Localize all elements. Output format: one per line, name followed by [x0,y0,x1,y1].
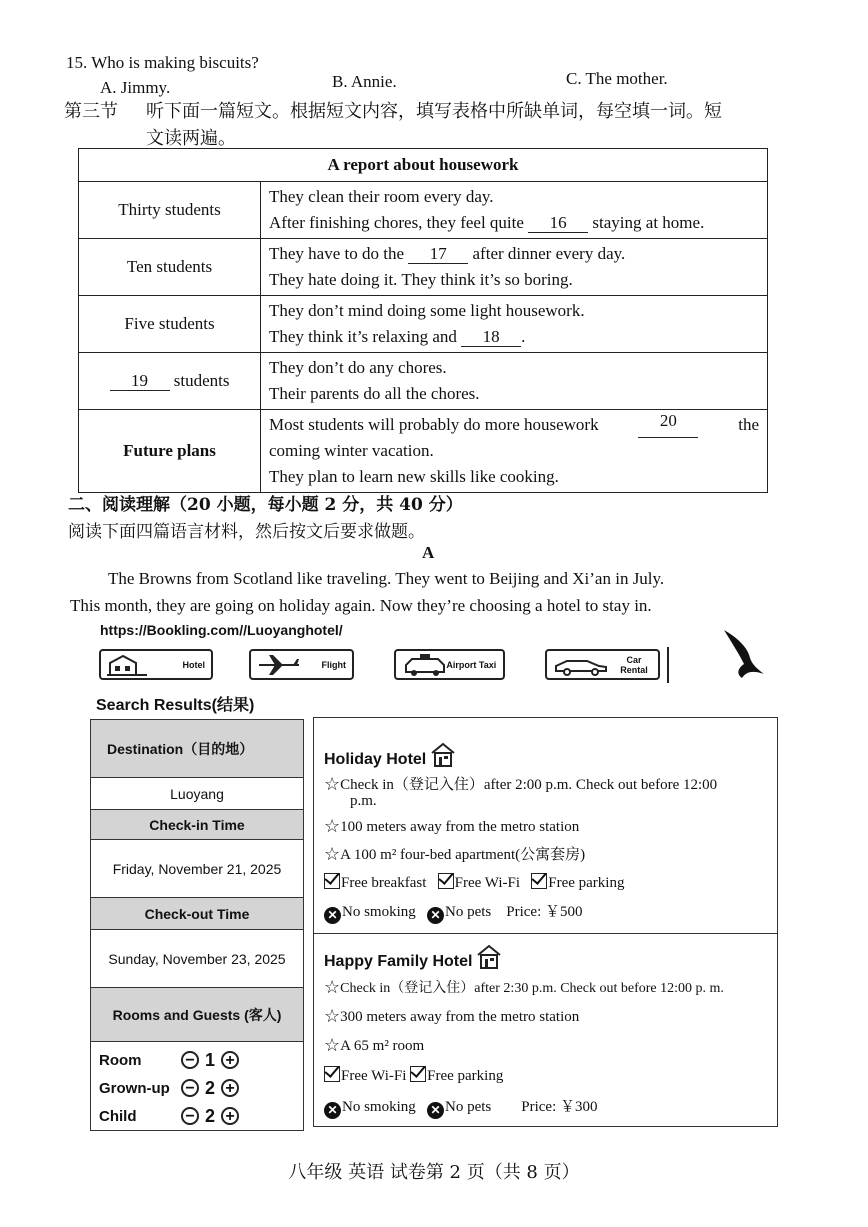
room-label: Room [99,1051,142,1069]
feature: Free breakfast [341,875,427,891]
checkin-info: Check in（登记入住）after 2:00 p.m. Check out before 12:00 [340,777,718,793]
price: Price: ￥500 [506,904,583,920]
airplane-icon [257,653,301,677]
minus-icon[interactable]: − [181,1107,199,1125]
nav-label: Flight [321,659,346,670]
guest-steppers [91,1042,303,1134]
answer-blank-17[interactable]: 17 [408,245,468,264]
page-footer: 八年级 英语 试卷第 2 页（共 8 页） [288,1162,580,1183]
nav-divider [667,647,669,683]
hotel-icon [107,653,147,677]
report-line: the [738,415,759,434]
feature: Free Wi-Fi [341,1068,407,1084]
rooms-guests-label: Rooms and Guests (客人) [91,988,303,1042]
passage-line: The Browns from Scotland like traveling. They went to Beijing and Xi’an in July. [108,569,665,588]
nav-flight-button[interactable] [249,649,354,680]
plus-icon[interactable]: + [221,1107,239,1125]
price: Price: ￥300 [521,1099,598,1115]
child-stepper [99,1102,295,1130]
nav-label: Car Rental [620,654,648,675]
checkin-info: Check in（登记入住）after 2:30 p.m. Check out before 12:00 p. m. [340,981,724,996]
checkin-field[interactable]: Friday, November 21, 2025 [91,840,303,898]
report-line: . [521,327,526,346]
room-info: A 65 m² room [340,1038,425,1054]
report-line: They plan to learn new skills like cooking. [269,467,559,486]
hotel-name: Holiday Hotel [324,751,427,768]
hotel-card[interactable] [314,934,777,1119]
checkbox-icon [324,1066,340,1082]
checkout-label: Check-out Time [91,898,303,930]
report-line: coming winter vacation. [269,441,434,460]
checkout-field[interactable]: Sunday, November 23, 2025 [91,930,303,988]
report-line: They don’t mind doing some light housework. [269,301,585,320]
report-title: A report about housework [79,149,768,182]
passage-letter: A [422,543,435,562]
question-15: 15. Who is making biscuits? [66,53,259,72]
report-line: Their parents do all the chores. [269,384,480,403]
hotel-card[interactable] [314,718,777,934]
group-cell: Ten students [79,239,261,296]
grownup-count: 2 [204,1077,215,1098]
feature: Free parking [548,875,625,891]
report-line: They think it’s relaxing and [269,327,457,346]
search-results-title: Search Results(结果) [96,697,255,714]
checkbox-icon [410,1066,426,1082]
destination-label: Destination（目的地） [91,720,303,778]
feature: Free parking [427,1068,504,1084]
group-cell: Thirty students [79,182,261,239]
answer-blank-16[interactable]: 16 [528,214,588,233]
plus-icon[interactable]: + [221,1079,239,1097]
report-line: after dinner every day. [472,244,626,263]
checkin-info-cont: p.m. [350,793,377,809]
no-icon: ✕ [324,1102,341,1119]
star-icon: ☆ [324,1035,341,1055]
option-a: A. Jimmy. [100,78,171,97]
star-icon: ☆ [324,774,341,794]
rule: No pets [445,904,492,920]
nav-label: Hotel [182,659,205,670]
grownup-stepper [99,1074,295,1102]
report-line: They clean their room every day. [269,187,494,206]
rule: No smoking [342,904,416,920]
report-line: They don’t do any chores. [269,358,447,377]
answer-blank-18[interactable]: 18 [461,328,521,347]
child-count: 2 [204,1105,215,1126]
rule: No pets [445,1099,492,1115]
website-url[interactable]: https://Bookling.com//Luoyanghotel/ [100,622,343,638]
minus-icon[interactable]: − [181,1051,199,1069]
checkin-label: Check-in Time [91,810,303,840]
hotel-icon [430,742,456,768]
nav-airport-taxi-button[interactable] [394,649,505,680]
report-table [78,148,768,493]
hotel-icon [476,944,502,970]
report-line: staying at home. [592,213,705,232]
part2-instruction: 阅读下面四篇语言材料，然后按文后要求做题。 [68,522,425,542]
child-label: Child [99,1107,137,1125]
star-icon: ☆ [324,1006,341,1026]
star-icon: ☆ [324,816,341,836]
nav-label: Airport Taxi [446,659,497,670]
star-icon: ☆ [324,977,341,997]
group-cell: Five students [79,296,261,353]
distance-info: 100 meters away from the metro station [340,819,580,835]
room-info: A 100 m² four-bed apartment(公寓套房) [340,847,586,863]
section-instruction: 听下面一篇短文。根据短文内容，填写表格中所缺单词，每空填一词。短 [146,101,722,122]
nav-car-rental-button[interactable] [545,649,660,680]
checkbox-icon [438,873,454,889]
report-line: After finishing chores, they feel quite [269,213,524,232]
option-b: B. Annie. [332,72,397,91]
star-icon: ☆ [324,844,341,864]
taxi-icon [402,652,446,678]
group-cell: Future plans [79,410,261,493]
report-line: Most students will probably do more housework [269,415,599,434]
no-icon: ✕ [427,907,444,924]
report-line: They hate doing it. They think it’s so boring. [269,270,573,289]
answer-blank-20[interactable]: 20 [638,412,698,438]
swallow-logo-icon [720,628,770,684]
room-count: 1 [204,1049,215,1070]
rule: No smoking [342,1099,416,1115]
nav-hotel-button[interactable] [99,649,213,680]
no-icon: ✕ [324,907,341,924]
distance-info: 300 meters away from the metro station [340,1009,580,1025]
car-icon [553,653,609,677]
search-panel [90,719,304,1131]
answer-blank-19[interactable]: 19 [110,372,170,391]
minus-icon[interactable]: − [181,1079,199,1097]
feature: Free Wi-Fi [454,875,520,891]
plus-icon[interactable]: + [221,1051,239,1069]
group-cell: students [173,371,230,390]
part2-heading: 二、阅读理解（20 小题，每小题 2 分，共 40 分） [68,495,463,515]
results-panel [313,717,778,1127]
no-icon: ✕ [427,1102,444,1119]
hotel-name: Happy Family Hotel [324,953,473,970]
section-instruction-cont: 文读两遍。 [146,128,236,149]
grownup-label: Grown-up [99,1079,170,1097]
checkbox-icon [531,873,547,889]
option-c: C. The mother. [566,69,668,88]
passage-line: This month, they are going on holiday again. Now they’re choosing a hotel to stay in. [70,596,652,615]
section-label: 第三节 [64,101,118,122]
room-stepper [99,1046,295,1074]
destination-field[interactable]: Luoyang [91,778,303,810]
report-line: They have to do the [269,244,405,263]
checkbox-icon [324,873,340,889]
